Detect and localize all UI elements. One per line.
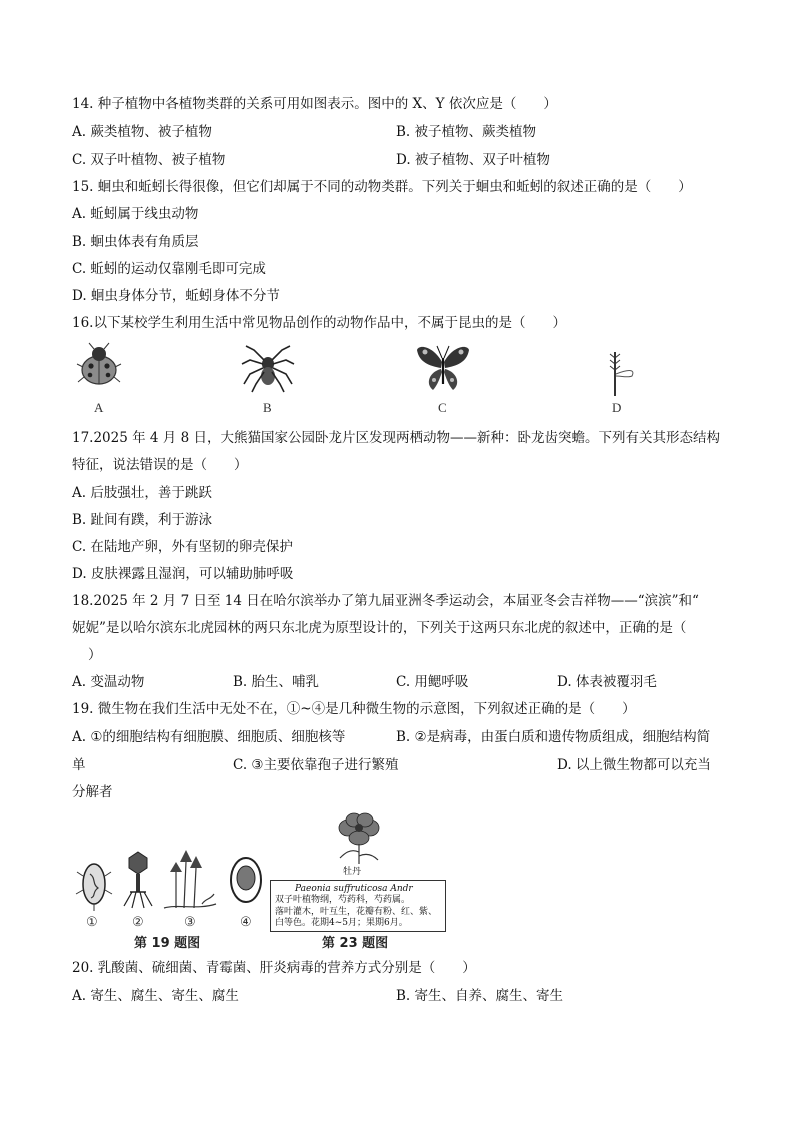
q19-option-b-part2[interactable]: 单 xyxy=(72,757,86,773)
q18-option-b[interactable]: B. 胎生、哺乳 xyxy=(233,674,320,690)
q16-label-b: B xyxy=(263,400,272,415)
q19-option-a[interactable]: A. ①的细胞结构有细胞膜、细胞质、细胞核等 xyxy=(72,729,346,745)
q16-figure-strip xyxy=(72,340,652,420)
q14-option-c[interactable]: C. 双子叶植物、被子植物 xyxy=(72,152,226,168)
bacterium-icon xyxy=(74,856,114,912)
q19-fig-label-2: ② xyxy=(132,914,144,929)
q14-option-a[interactable]: A. 蕨类植物、被子植物 xyxy=(72,124,212,140)
q15-option-c[interactable]: C. 蚯蚓的运动仅靠刚毛即可完成 xyxy=(72,261,266,277)
q15-stem: 15. 蛔虫和蚯蚓长得很像，但它们却属于不同的动物类群。下列关于蛔虫和蚯蚓的叙述正确的是（ ） xyxy=(72,179,692,195)
q19-fig-label-3: ③ xyxy=(184,914,196,929)
q14-option-d[interactable]: D. 被子植物、双子叶植物 xyxy=(396,152,550,168)
q17-stem-line2: 特征，说法错误的是（ ） xyxy=(72,457,248,473)
q20-option-a[interactable]: A. 寄生、腐生、寄生、腐生 xyxy=(72,988,239,1004)
q18-option-d[interactable]: D. 体表被覆羽毛 xyxy=(557,674,657,690)
q19-fig-label-4: ④ xyxy=(240,914,252,929)
q19-fig-label-1: ① xyxy=(86,914,98,929)
virus-icon xyxy=(120,850,156,912)
q18-option-c[interactable]: C. 用鳃呼吸 xyxy=(396,674,469,690)
q14-stem: 14. 种子植物中各植物类群的关系可用如图表示。图中的 X、Y 依次应是（ ） xyxy=(72,96,557,112)
q17-option-d[interactable]: D. 皮肤裸露且湿润，可以辅助肺呼吸 xyxy=(72,566,294,582)
q19-option-b-part1[interactable]: B. ②是病毒，由蛋白质和遗传物质组成，细胞结构简 xyxy=(396,729,711,745)
q16-label-a: A xyxy=(94,400,104,415)
q15-option-d[interactable]: D. 蛔虫身体分节，蚯蚓身体不分节 xyxy=(72,288,280,304)
q18-stem-line3: ） xyxy=(88,647,102,663)
q20-stem: 20. 乳酸菌、硫细菌、青霉菌、肝炎病毒的营养方式分别是（ ） xyxy=(72,960,476,976)
q18-stem-line1: 18.2025 年 2 月 7 日至 14 日在哈尔滨举办了第九届亚洲冬季运动会，本届亚冬会吉祥物——“滨滨”和“ xyxy=(72,593,699,609)
yeast-icon xyxy=(228,854,264,906)
q17-option-a[interactable]: A. 后肢强壮，善于跳跃 xyxy=(72,485,212,501)
q19-option-d-part2[interactable]: 分解者 xyxy=(72,784,113,800)
butterfly-icon xyxy=(415,340,471,396)
peony-flower-icon xyxy=(332,810,386,866)
q19-option-d-part1[interactable]: D. 以上微生物都可以充当 xyxy=(557,757,711,773)
q19-stem: 19. 微生物在我们生活中无处不在，①~④是几种微生物的示意图，下列叙述正确的是（ ） xyxy=(72,701,636,717)
q23-figure-caption: 第 23 题图 xyxy=(322,936,389,951)
q19-figure-caption: 第 19 题图 xyxy=(134,936,201,951)
q23-card-line1: 双子叶植物纲，芍药科，芍药属。 xyxy=(275,895,411,905)
q23-card-line2: 落叶灌木，叶互生，花瓣有粉、红、紫、 xyxy=(275,907,438,917)
spider-icon xyxy=(240,342,296,394)
q17-option-b[interactable]: B. 趾间有蹼，利于游泳 xyxy=(72,512,213,528)
q16-stem: 16.以下某校学生利用生活中常见物品创作的动物作品中，不属于昆虫的是（ ） xyxy=(72,315,566,331)
ladybug-icon xyxy=(74,342,124,390)
q15-option-a[interactable]: A. 蚯蚓属于线虫动物 xyxy=(72,206,199,222)
mold-icon xyxy=(162,848,218,912)
q17-option-c[interactable]: C. 在陆地产卵，外有坚韧的卵壳保护 xyxy=(72,539,293,555)
q18-option-a[interactable]: A. 变温动物 xyxy=(72,674,145,690)
q16-label-d: D xyxy=(612,400,622,415)
q20-option-b[interactable]: B. 寄生、自养、腐生、寄生 xyxy=(396,988,564,1004)
q18-stem-line2: 妮妮”是以哈尔滨东北虎园林的两只东北虎为原型设计的，下列关于这两只东北虎的叙述中，正确的是（ xyxy=(72,620,687,636)
q15-option-b[interactable]: B. 蛔虫体表有角质层 xyxy=(72,234,199,250)
q19-option-c[interactable]: C. ③主要依靠孢子进行繁殖 xyxy=(233,757,399,773)
stick-insect-icon xyxy=(602,348,642,398)
q23-card-title: 牡丹 xyxy=(343,867,362,877)
q23-card-latin: Paeonia suffruticosa Andr xyxy=(295,884,413,894)
q16-label-c: C xyxy=(438,400,447,415)
q23-specimen-card xyxy=(270,867,446,932)
q17-stem-line1: 17.2025 年 4 月 8 日，大熊猫国家公园卧龙片区发现两栖动物——新种：卧龙齿突蟾。下列有关其形态结构 xyxy=(72,430,720,446)
q23-card-line3: 白等色。花期4~5月；果期6月。 xyxy=(275,918,408,928)
q14-option-b[interactable]: B. 被子植物、蕨类植物 xyxy=(396,124,537,140)
